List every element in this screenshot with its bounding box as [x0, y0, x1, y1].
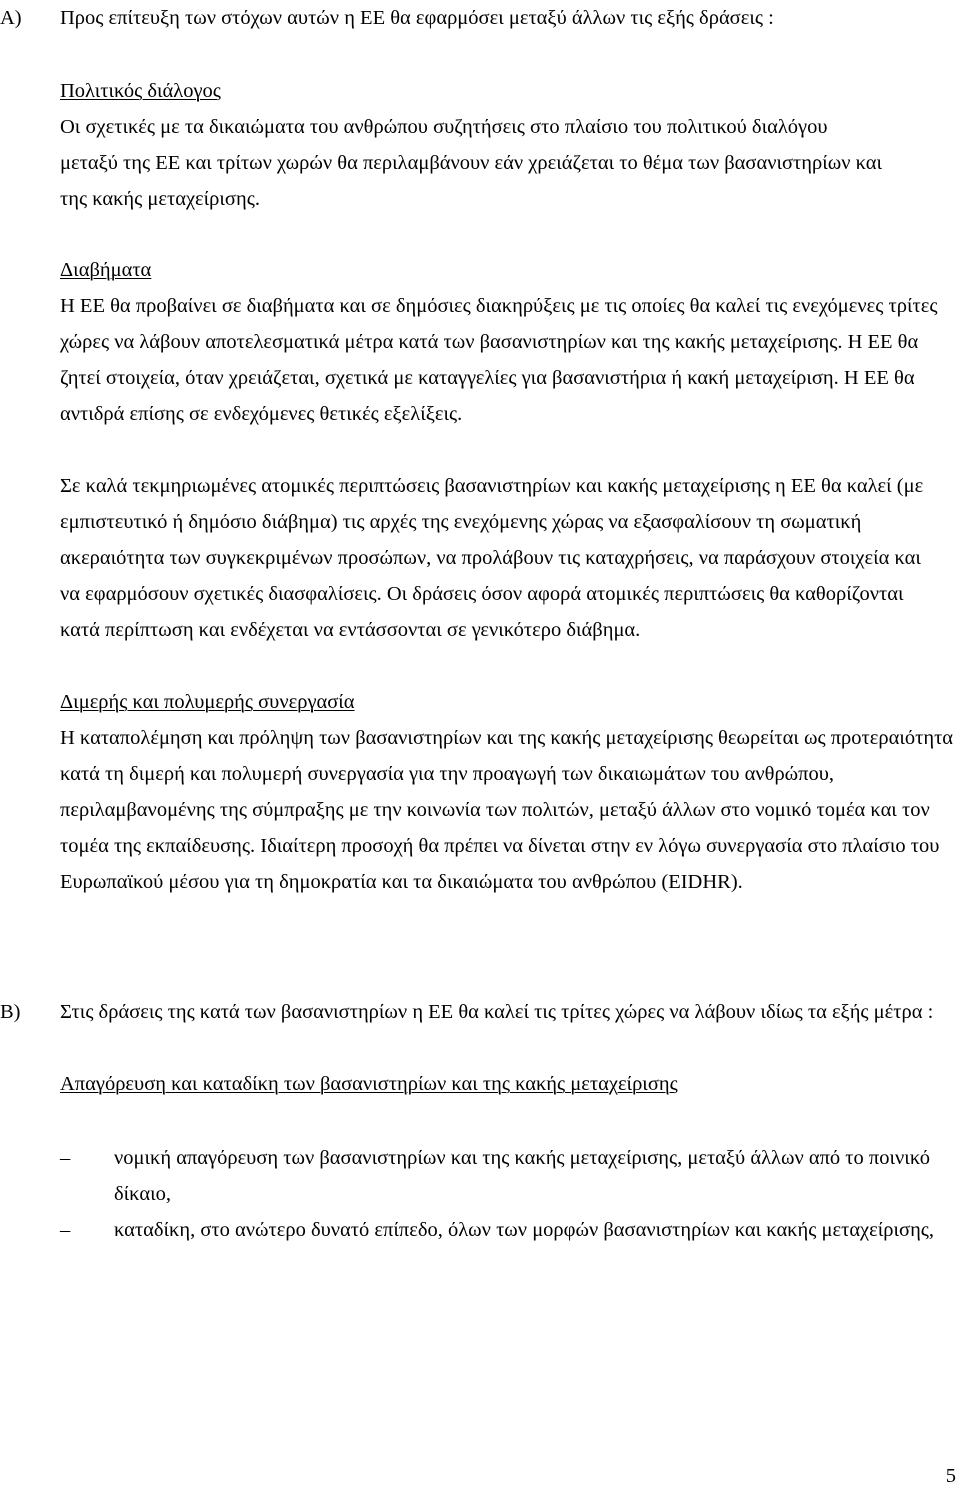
political-dialogue-text: Οι σχετικές με τα δικαιώματα του ανθρώπου συζητήσεις στο πλαίσιο του πολιτικού διαλόγου μεταξύ της ΕΕ και τρίτων χωρών θα περιλαμβάνουν εάν χρειάζεται το θέμα των βασανιστηρίων και της κακής μεταχείρισης. [60, 116, 883, 210]
demarches-heading: Διαβήματα [60, 259, 152, 281]
section-b-marker: B) [0, 1001, 21, 1023]
cooperation-text: Η καταπολέμηση και πρόληψη των βασανιστηρίων και της κακής μεταχείρισης θεωρείται ως προτεραιότητα κατά τη διμερή και πολυμερή συνεργασία για την προαγωγή των δικαιωμάτων του ανθρώπου, περιλαμβανομένης της σύμπραξης με την κοινωνία των πολιτών, μεταξύ άλλων στο νομικό τομέα και τον τομέα της εκπαίδευσης. Ιδιαίτερη προσοχή θα πρέπει να δίνεται στην εν λόγω συνεργασία στο πλαίσιο του Ευρωπαϊκού μέσου για τη δημοκρατία και τα δικαιώματα του ανθρώπου (EIDHR). [60, 727, 954, 893]
cooperation-heading: Διμερής και πολυμερής συνεργασία [60, 691, 355, 713]
dash-bullet: – [60, 1219, 71, 1241]
page-number: 5 [945, 1465, 956, 1487]
list-item [60, 1140, 940, 1212]
section-b-intro: Στις δράσεις της κατά των βασανιστηρίων η ΕΕ θα καλεί τις τρίτες χώρες να λάβουν ιδίως τα εξής μέτρα : [60, 1001, 934, 1023]
section-a-content [60, 0, 956, 900]
political-dialogue-heading: Πολιτικός διάλογος [60, 80, 221, 102]
section-a-intro: Προς επίτευξη των στόχων αυτών η ΕΕ θα εφαρμόσει μεταξύ άλλων τις εξής δράσεις : [60, 7, 774, 29]
dash-bullet: – [60, 1147, 71, 1169]
section-b-content [60, 994, 956, 1102]
list-item-text: νομική απαγόρευση των βασανιστηρίων και της κακής μεταχείρισης, μεταξύ άλλων από το ποινικό δίκαιο, [114, 1147, 930, 1205]
list-item-text: καταδίκη, στο ανώτερο δυνατό επίπεδο, όλων των μορφών βασανιστηρίων και κακής μεταχείρισης, [114, 1219, 935, 1241]
demarches-text-individual-cases: Σε καλά τεκμηριωμένες ατομικές περιπτώσεις βασανιστηρίων και κακής μεταχείρισης η ΕΕ θα καλεί (με εμπιστευτικό ή δημόσιο διάβημα) τις αρχές της ενεχόμενης χώρας να εξασφαλίσουν τη σωματική ακεραιότητα των συγκεκριμένων προσώπων, να προλάβουν τις καταχρήσεις, να παράσχουν στοιχεία και να εφαρμόσουν σχετικές διασφαλίσεις. Οι δράσεις όσον αφορά ατομικές περιπτώσεις θα καθορίζονται κατά περίπτωση και ενδέχεται να εντάσσονται σε γενικότερο διάβημα. [60, 475, 924, 641]
prohibition-heading: Απαγόρευση και καταδίκη των βασανιστηρίων και της κακής μεταχείρισης [60, 1073, 678, 1095]
section-a-marker: A) [0, 7, 22, 29]
demarches-text: Η ΕΕ θα προβαίνει σε διαβήματα και σε δημόσιες διακηρύξεις με τις οποίες θα καλεί τις ενεχόμενες τρίτες χώρες να λάβουν αποτελεσματικά μέτρα κατά των βασανιστηρίων και της κακής μεταχείρισης. Η ΕΕ θα ζητεί στοιχεία, όταν χρειάζεται, σχετικά με καταγγελίες για βασανιστήρια ή κακή μεταχείριση. Η ΕΕ θα αντιδρά επίσης σε ενδεχόμενες θετικές εξελίξεις. [60, 295, 938, 425]
list-item [60, 1212, 940, 1248]
prohibition-list [60, 1140, 940, 1248]
